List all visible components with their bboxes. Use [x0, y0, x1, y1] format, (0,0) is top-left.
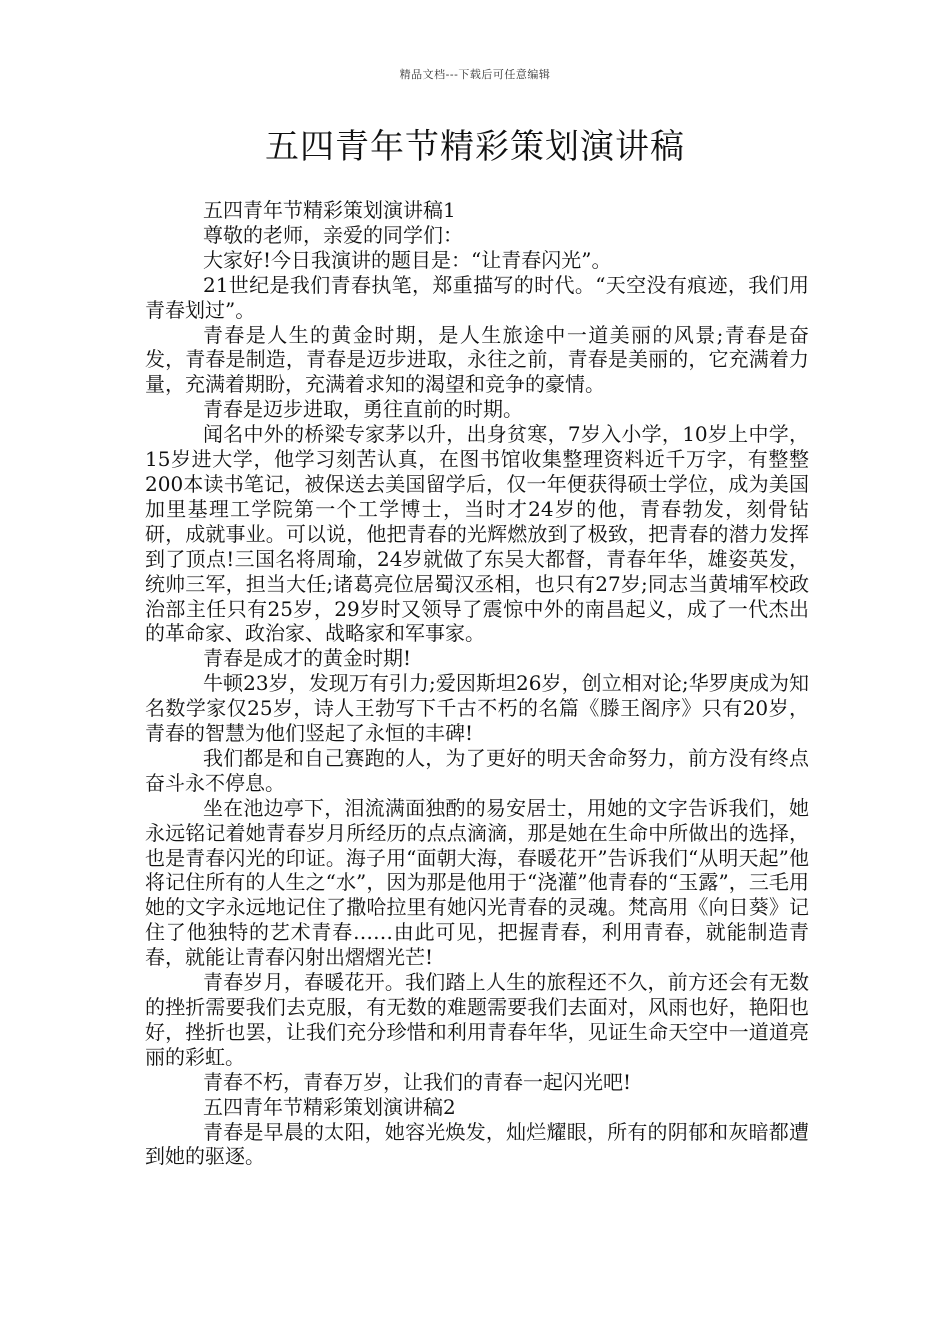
paragraph: 五四青年节精彩策划演讲稿1: [203, 198, 456, 222]
paragraph: 青春是迈步进取，勇往直前的时期。: [203, 397, 523, 422]
paragraph: 青春是人生的黄金时期，是人生旅途中一道美丽的风景;青春是奋发，青春是制造，青春是迈步进取，永往之前，青春是美丽的，它充满着力量，充满着期盼，充满着求知的渴望和竞争的豪情。: [145, 322, 809, 397]
paragraph: 21世纪是我们青春执笔，郑重描写的时代。“天空没有痕迹，我们用青春划过”。: [145, 272, 809, 322]
header-note: 精品文档---下载后可任意编辑: [399, 68, 551, 81]
paragraph: 青春是成才的黄金时期!: [203, 646, 412, 671]
document-title: 五四青年节精彩策划演讲稿: [265, 127, 685, 167]
document-body: [145, 198, 809, 1169]
paragraph: 闻名中外的桥梁专家茅以升，出身贫寒，7岁入小学，10岁上中学，15岁进大学，他学习刻苦认真，在图书馆收集整理资料近千万字，有整整200本读书笔记，被保送去美国留学后，仅一年便获得硕士学位，成为美国加里基理工学院第一个工学博士，当时才24岁的他，青春勃发，刻骨钻研，成就事业。可以说，他把青春的光辉燃放到了极致，把青春的潜力发挥到了顶点!三国名将周瑜，24岁就做了东吴大都督，青春年华，雄姿英发，统帅三军，担当大任;诸葛亮位居蜀汉丞相，也只有27岁;同志当黄埔军校政治部主任只有25岁，29岁时又领导了震惊中外的南昌起义，成了一代杰出的革命家、政治家、战略家和军事家。: [145, 422, 809, 646]
paragraph: 牛顿23岁，发现万有引力;爱因斯坦26岁，创立相对论;华罗庚成为知名数学家仅25岁，诗人王勃写下千古不朽的名篇《滕王阁序》只有20岁，青春的智慧为他们竖起了永恒的丰碑!: [145, 671, 809, 746]
paragraph: 五四青年节精彩策划演讲稿2: [203, 1094, 456, 1119]
paragraph: 尊敬的老师，亲爱的同学们：: [203, 222, 463, 247]
paragraph: 青春岁月，春暖花开。我们踏上人生的旅程还不久，前方还会有无数的挫折需要我们去克服，有无数的难题需要我们去面对，风雨也好，艳阳也好，挫折也罢，让我们充分珍惜和利用青春年华，见证生命天空中一道道亮丽的彩虹。: [145, 970, 809, 1069]
paragraph: 我们都是和自己赛跑的人，为了更好的明天舍命努力，前方没有终点奋斗永不停息。: [145, 745, 809, 795]
paragraph: 坐在池边亭下，泪流满面独酌的易安居士，用她的文字告诉我们，她永远铭记着她青春岁月所经历的点点滴滴，那是她在生命中所做出的选择，也是青春闪光的印证。海子用“面朝大海，春暖花开”告诉我们“从明天起”他将记住所有的人生之“水”，因为那是他用于“浇灌”他青春的“玉露”，三毛用她的文字永远地记住了撒哈拉里有她闪光青春的灵魂。梵高用《向日葵》记住了他独特的艺术青春……由此可见，把握青春，利用青春，就能制造青春，就能让青春闪射出熠熠光芒!: [145, 795, 809, 970]
paragraph: 青春是早晨的太阳，她容光焕发，灿烂耀眼，所有的阴郁和灰暗都遭到她的驱逐。: [145, 1119, 809, 1169]
paragraph: 青春不朽，青春万岁，让我们的青春一起闪光吧!: [203, 1069, 632, 1094]
paragraph: 大家好!今日我演讲的题目是：“让青春闪光”。: [203, 247, 612, 272]
